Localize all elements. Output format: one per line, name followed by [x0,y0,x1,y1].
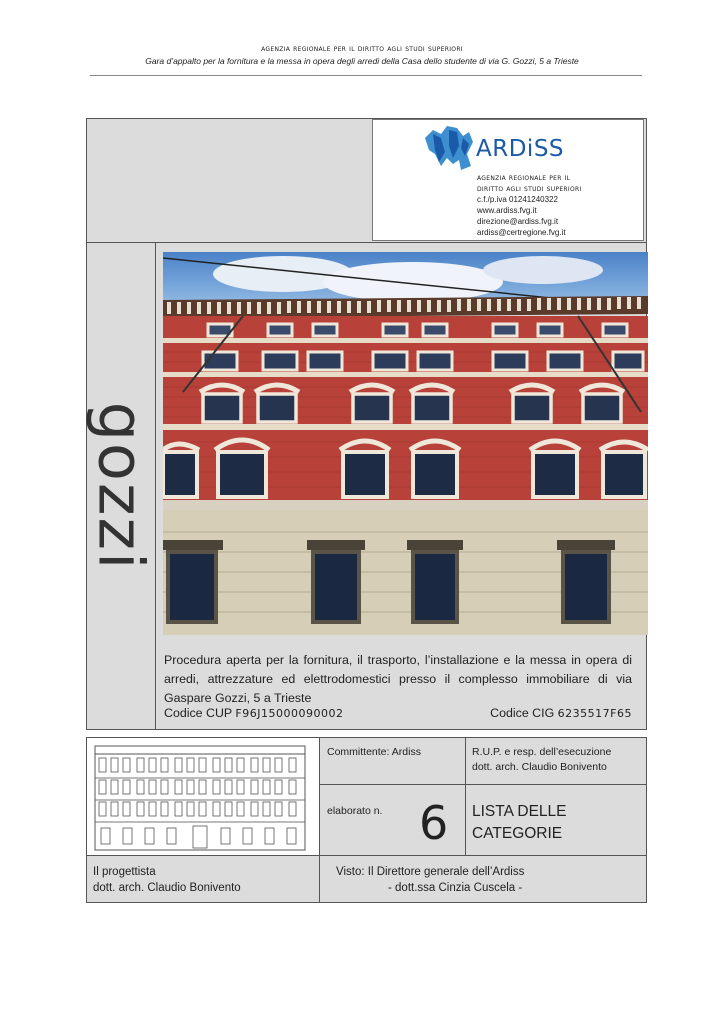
visto-title: Visto: Il Direttore generale dell’Ardiss [336,866,525,878]
committente: Committente: Ardiss [327,746,421,758]
agency-contacts [477,172,582,238]
cig-label: Codice CIG [490,706,555,720]
title-block-vline-1 [319,737,320,903]
rup-name: dott. arch. Claudio Bonivento [472,761,607,773]
building-photo [163,252,648,635]
title-block-hline-2 [86,855,647,856]
brand-name: ARDiSS [476,136,565,162]
cup-code [164,706,343,720]
designer-role: Il progettista [93,866,156,878]
ardiss-logo-block [372,119,644,241]
email-pec: ardiss@certregione.fvg.it [477,228,566,237]
agency-line-2: diritto agli studi superiori [477,184,582,193]
document-title-line-2: CATEGORIE [472,825,563,842]
agency-header: agenzia regionale per il diritto agli studi superiori [261,44,463,54]
facade-drawing [93,742,313,852]
ardiss-logo-icon [423,124,475,174]
visto-name: - dott.ssa Cinzia Cuscela - [388,882,523,894]
elaborato-number: 6 [419,796,449,850]
cig-value: 6235517F65 [557,707,632,720]
document-title [472,801,566,845]
email-direzione: direzione@ardiss.fvg.it [477,217,559,226]
website: www.ardiss.fvg.it [477,206,537,215]
rup-title: R.U.P. e resp. dell’esecuzione [472,746,612,758]
vertical-title-text: gozzi [84,401,158,572]
header-divider [90,75,642,76]
cup-value: F96J15000090002 [235,707,344,720]
agency-line-1: agenzia regionale per il [477,173,571,182]
frame-divider [86,242,647,243]
procedure-codes [164,706,632,720]
designer-name: dott. arch. Claudio Bonivento [93,882,241,894]
procedure-description: Procedura aperta per la fornitura, il trasporto, l’installazione e la messa in opera di arredi, attrezzature ed elettrodomestici presso il complesso immobiliare di via Gaspare Gozzi, 5 a Trieste [164,653,632,705]
vertical-title [84,243,158,730]
elaborato-label: elaborato n. [327,805,383,817]
title-block-vline-2 [465,737,466,856]
tender-subtitle: Gara d’appalto per la fornitura e la messa in opera degli arredi della Casa dello studente di via G. Gozzi, 5 a Trieste [145,56,579,66]
cig-code [490,706,632,720]
cup-label: Codice CUP [164,706,232,720]
title-block-hline-1 [319,784,647,785]
vat-number: c.f./p.iva 01241240322 [477,195,558,204]
document-title-line-1: LISTA DELLE [472,803,567,820]
